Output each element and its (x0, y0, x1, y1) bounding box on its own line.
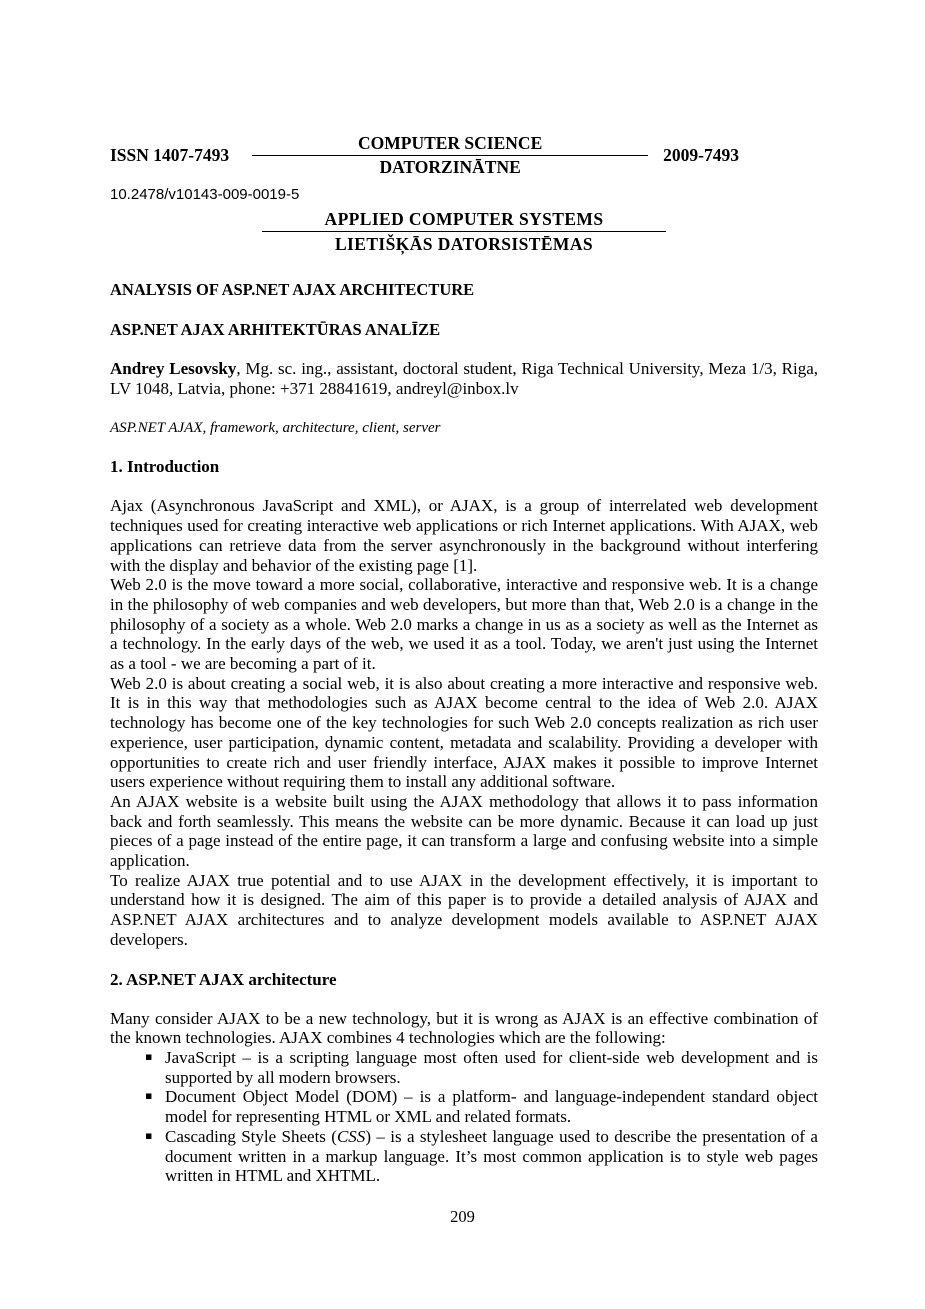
author-name: Andrey Lesovsky (110, 359, 237, 378)
page-content (110, 133, 818, 1186)
bullet-text: Document Object Model (DOM) – is a platform- and language-independent standard object model for representing HTML or XML and related formats. (165, 1087, 818, 1127)
paragraph: Many consider AJAX to be a new technology, but it is wrong as AJAX is an effective combination of the known technologies. AJAX combines 4 technologies which are the following: (110, 1008, 818, 1048)
series-title-lv: LIETIŠĶĀS DATORSISTĒMAS (334, 234, 594, 254)
keywords-line: ASP.NET AJAX, framework, architecture, client, server (110, 420, 441, 437)
bullet-item (145, 1127, 818, 1186)
paragraph: An AJAX website is a website built using the AJAX methodology that allows it to pass information back and forth seamlessly. This means the website can be more dynamic. Because it can load up just pieces of a page instead of the entire page, it can transform a large and confusing website into a simple application. (110, 791, 818, 871)
journal-title-lv: DATORZINĀTNE (379, 157, 521, 177)
year-issn-label: 2009-7493 (663, 145, 739, 165)
bullet-list (145, 1048, 818, 1186)
bullet-item (145, 1048, 818, 1087)
bullet-text: CSS (336, 1126, 366, 1146)
paragraph: Web 2.0 is about creating a social web, it is also about creating a more interactive and responsive web. It is in this way that methodologies such as AJAX become central to the idea of Web 2.0. AJAX technology has become one of the key technologies for such Web 2.0 concepts realization as rich user experience, user participation, dynamic content, metadata and scalability. Providing a developer with opportunities to create rich and user friendly interface, AJAX makes it possible to improve Internet users experience without requiring them to install any additional software. (110, 673, 818, 792)
journal-title-block (252, 133, 648, 178)
article-title-en: ANALYSIS OF ASP.NET AJAX ARCHITECTURE (110, 280, 475, 299)
paragraph: Ajax (Asynchronous JavaScript and XML), or AJAX, is a group of interrelated web development techniques used for creating interactive web applications or rich Internet applications. With AJAX, web applications can retrieve data from the server asynchronously in the background without interfering with the display and behavior of the existing page [1]. (110, 496, 818, 575)
issn-label: ISSN 1407-7493 (110, 145, 230, 165)
doi-label: 10.2478/v10143-009-0019-5 (110, 186, 300, 203)
series-title-block (262, 208, 666, 255)
square-bullet-icon: ▪ (145, 1128, 153, 1142)
square-bullet-icon: ▪ (145, 1089, 153, 1103)
series-title-divider (262, 231, 666, 232)
author-line (110, 359, 818, 398)
square-bullet-icon: ▪ (145, 1049, 153, 1063)
journal-title-en: COMPUTER SCIENCE (357, 133, 543, 153)
page-number: 209 (450, 1207, 475, 1226)
paragraph: To realize AJAX true potential and to use AJAX in the development effectively, it is important to understand how it is designed. The aim of this paper is to provide a detailed analysis of AJAX and ASP.NET AJAX architectures and to analyze development models available to ASP.NET AJAX developers. (110, 870, 818, 949)
journal-header (110, 133, 818, 178)
article-title-lv: ASP.NET AJAX ARHITEKTŪRAS ANALĪZE (110, 320, 441, 339)
journal-title-divider (252, 155, 648, 156)
bullet-text: ) – is a stylesheet language used to describe the presentation of a document written in a markup language. It’s most common application is to style web pages written in HTML and XHTML. (165, 1126, 818, 1186)
sections (110, 457, 818, 1186)
section-heading: 2. ASP.NET AJAX architecture (110, 969, 337, 989)
bullet-text: Cascading Style Sheets ( (165, 1126, 337, 1146)
section-heading: 1. Introduction (110, 457, 220, 477)
bullet-text: JavaScript – is a scripting language most often used for client-side web development and is supported by all modern browsers. (165, 1047, 818, 1087)
series-title-en: APPLIED COMPUTER SYSTEMS (324, 209, 604, 229)
bullet-item (145, 1087, 818, 1126)
author-details: , Mg. sc. ing., assistant, doctoral student, Riga Technical University, Meza 1/3, Riga, LV 1048, Latvia, phone: +371 28841619, andreyl@inbox.lv (110, 359, 818, 398)
paragraph: Web 2.0 is the move toward a more social, collaborative, interactive and responsive web. It is a change in the philosophy of web companies and web developers, but more than that, Web 2.0 is a change in the philosophy of a society as a whole. Web 2.0 marks a change in us as a society as well as the Internet as a technology. In the early days of the web, we used it as a tool. Today, we aren't just using the Internet as a tool - we are becoming a part of it. (110, 575, 818, 674)
